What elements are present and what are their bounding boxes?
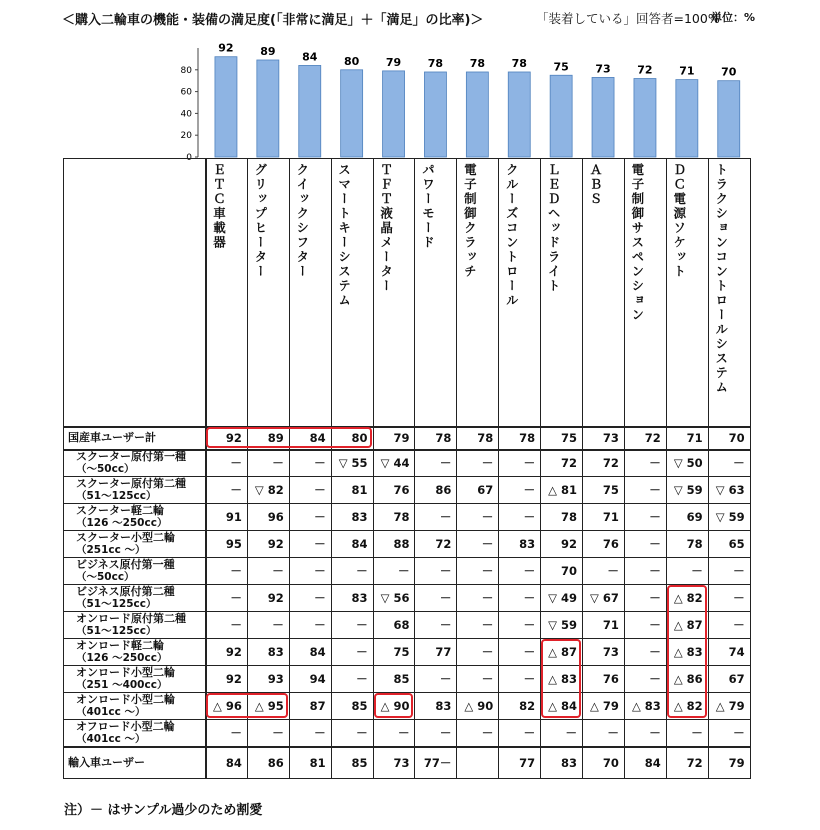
table-cell: ▽ 49 <box>541 585 583 612</box>
table-row <box>64 558 751 585</box>
table-cell: 78 <box>541 504 583 531</box>
table-cell: － <box>708 450 750 477</box>
y-tick-label: 60 <box>180 87 192 98</box>
bar-chart <box>0 0 820 160</box>
table-cell: 76 <box>583 531 625 558</box>
bar-value-label: 84 <box>302 50 318 64</box>
table-cell: － <box>499 477 541 504</box>
feature-label: スマートキーシステム <box>336 163 352 308</box>
table-cell: － <box>415 585 457 612</box>
bar-value-label: 70 <box>721 65 737 79</box>
table-cell: 92 <box>247 531 289 558</box>
row-category-label: 輸入車ユーザー <box>68 755 145 769</box>
unit-label: 単位：% <box>711 11 756 24</box>
table-cell: 95 <box>206 531 248 558</box>
table-row <box>64 612 751 639</box>
bar <box>634 79 656 157</box>
bar <box>341 70 363 157</box>
table-cell: － <box>624 450 666 477</box>
table-cell: － <box>457 720 499 747</box>
table-cell: － <box>499 450 541 477</box>
feature-header-row <box>64 159 751 427</box>
table-cell: － <box>331 666 373 693</box>
table-cell: － <box>666 558 708 585</box>
bar-value-label: 79 <box>385 55 402 69</box>
table-cell: 81 <box>331 477 373 504</box>
table-cell: 79 <box>373 427 415 450</box>
table-cell: － <box>289 720 331 747</box>
row-category-label: スクーター小型二輪 <box>76 531 175 544</box>
table-cell: 78 <box>499 427 541 450</box>
table-cell: 78 <box>457 427 499 450</box>
table-cell: － <box>457 531 499 558</box>
feature-label: ＥＴＣ車載器 <box>211 163 227 250</box>
table-cell: － <box>457 504 499 531</box>
highlight-box <box>206 693 288 718</box>
table-cell: － <box>624 720 666 747</box>
table-cell: 82 <box>499 693 541 720</box>
feature-header-cell <box>415 159 457 427</box>
row-category <box>64 477 206 504</box>
table-cell: 78 <box>373 504 415 531</box>
table-row <box>64 477 751 504</box>
highlight-box <box>206 427 372 448</box>
table-cell: － <box>541 720 583 747</box>
table-cell: 83 <box>331 585 373 612</box>
feature-header-cell <box>666 159 708 427</box>
table-cell: 67 <box>457 477 499 504</box>
table-cell: － <box>247 558 289 585</box>
table-cell: － <box>624 639 666 666</box>
feature-label: ＴＦＴ液晶メーター <box>378 163 394 294</box>
bar <box>676 80 698 157</box>
table-cell: 88 <box>373 531 415 558</box>
row-category-label: 国産車ユーザー計 <box>68 431 156 444</box>
feature-label: クイックシフター <box>294 163 310 279</box>
table-cell: － <box>499 585 541 612</box>
table-cell: － <box>583 720 625 747</box>
row-category-label: ビジネス原付第二種 <box>76 585 175 598</box>
table-cell: － <box>206 585 248 612</box>
table-cell: － <box>583 558 625 585</box>
row-category <box>64 450 206 477</box>
table-cell: △ 79 <box>708 693 750 720</box>
table-cell: 93 <box>247 666 289 693</box>
table-cell: － <box>457 666 499 693</box>
feature-header-cell <box>499 159 541 427</box>
table-cell: △ 83 <box>541 666 583 693</box>
bar-value-label: 75 <box>553 60 569 74</box>
table-cell: △ 87 <box>666 612 708 639</box>
feature-label: パワーモード <box>420 163 436 250</box>
table-cell: △ 81 <box>541 477 583 504</box>
table-cell: － <box>289 477 331 504</box>
table-cell: － <box>499 558 541 585</box>
table-cell: － <box>331 612 373 639</box>
table-cell: － <box>624 558 666 585</box>
row-displacement-label: （126 ～250cc） <box>76 652 168 664</box>
row-displacement-label: （251cc ～） <box>76 544 146 556</box>
satisfaction-table <box>63 158 751 779</box>
feature-header-cell <box>708 159 750 427</box>
table-cell: － <box>457 558 499 585</box>
table-cell: ▽ 59 <box>541 612 583 639</box>
table-cell: 75 <box>373 639 415 666</box>
table-cell: 85 <box>331 693 373 720</box>
table-row <box>64 720 751 747</box>
table-cell: 84 <box>331 531 373 558</box>
bar <box>508 72 530 157</box>
table-cell: － <box>499 504 541 531</box>
table-cell: 70 <box>541 558 583 585</box>
table-cell: △ 84 <box>541 693 583 720</box>
table-cell: － <box>499 666 541 693</box>
table-cell: － <box>331 720 373 747</box>
table-cell: 76 <box>583 666 625 693</box>
table-cell: 73 <box>373 747 415 779</box>
table-cell: － <box>206 450 248 477</box>
row-displacement-label: （251 ～400cc） <box>76 679 168 691</box>
bar <box>424 72 446 157</box>
table-cell: 85 <box>373 666 415 693</box>
feature-header-cell <box>583 159 625 427</box>
table-cell: △ 82 <box>666 585 708 612</box>
table-cell <box>457 747 499 779</box>
table-cell: 78 <box>666 531 708 558</box>
table-cell: 71 <box>583 612 625 639</box>
table-cell: 77 <box>499 747 541 779</box>
y-tick-label: 0 <box>186 153 192 160</box>
feature-header-cell <box>331 159 373 427</box>
row-category <box>64 558 206 585</box>
table-cell: － <box>247 450 289 477</box>
table-cell: － <box>373 558 415 585</box>
table-cell: － <box>457 612 499 639</box>
table-cell: △ 95 <box>247 693 289 720</box>
table-cell: － <box>708 585 750 612</box>
bar <box>257 60 279 157</box>
table-cell: － <box>247 720 289 747</box>
table-cell: 75 <box>541 427 583 450</box>
feature-header-cell <box>289 159 331 427</box>
table-cell: 71 <box>583 504 625 531</box>
highlight-box <box>667 585 707 718</box>
table-cell: 77 <box>415 639 457 666</box>
table-cell: ▽ 44 <box>373 450 415 477</box>
feature-label: トラクションコントロールシステム <box>713 163 729 395</box>
bar <box>550 75 572 157</box>
table-cell: 86 <box>247 747 289 779</box>
table-cell: 71 <box>666 427 708 450</box>
table-cell: － <box>206 720 248 747</box>
table-cell: ▽ 82 <box>247 477 289 504</box>
feature-header-cell <box>457 159 499 427</box>
table-cell: － <box>331 558 373 585</box>
table-cell: 74 <box>708 639 750 666</box>
table-cell: － <box>457 639 499 666</box>
table-cell: － <box>289 612 331 639</box>
feature-header-cell <box>373 159 415 427</box>
table-cell: － <box>206 477 248 504</box>
row-category <box>64 612 206 639</box>
table-cell: 92 <box>247 585 289 612</box>
table-cell: － <box>373 720 415 747</box>
table-cell: 72 <box>624 427 666 450</box>
table-cell: 83 <box>331 504 373 531</box>
bar <box>466 72 488 157</box>
table-cell: － <box>289 450 331 477</box>
table-row <box>64 639 751 666</box>
table-cell: 91 <box>206 504 248 531</box>
table-cell: 73 <box>583 427 625 450</box>
bar-value-label: 78 <box>427 56 444 70</box>
table-cell: 84 <box>624 747 666 779</box>
table-cell: 89 <box>247 427 289 450</box>
feature-header-cell <box>247 159 289 427</box>
table-cell: ▽ 59 <box>708 504 750 531</box>
table-cell: － <box>499 720 541 747</box>
table-cell: 78 <box>415 427 457 450</box>
bar-value-label: 92 <box>218 41 234 55</box>
table-row <box>64 427 751 450</box>
table-cell: △ 79 <box>583 693 625 720</box>
table-cell: － <box>624 585 666 612</box>
table-cell: 67 <box>708 666 750 693</box>
row-displacement-label: （401cc ～） <box>76 706 146 718</box>
table-cell: － <box>624 531 666 558</box>
row-category-label: オンロード小型二輪 <box>76 693 175 706</box>
table-cell: ▽ 63 <box>708 477 750 504</box>
table-cell: － <box>331 639 373 666</box>
row-category <box>64 531 206 558</box>
bar-value-label: 89 <box>260 44 276 58</box>
table-cell: ▽ 50 <box>666 450 708 477</box>
table-cell: △ 86 <box>666 666 708 693</box>
table-cell: △ 83 <box>666 639 708 666</box>
table-cell: － <box>289 504 331 531</box>
feature-header-cell <box>624 159 666 427</box>
bar <box>299 65 321 157</box>
table-cell: 68 <box>373 612 415 639</box>
table-cell: 73 <box>583 639 625 666</box>
table-cell: 83 <box>415 693 457 720</box>
table-row <box>64 450 751 477</box>
table-cell: 86 <box>415 477 457 504</box>
table-cell: － <box>708 720 750 747</box>
row-category <box>64 693 206 720</box>
table-cell: 79 <box>708 747 750 779</box>
table-cell: 72 <box>541 450 583 477</box>
table-row <box>64 531 751 558</box>
feature-label: ＬＥＤヘッドライト <box>546 163 562 294</box>
bar-value-label: 78 <box>469 56 486 70</box>
table-cell: 77－ <box>415 747 457 779</box>
bar-value-label: 72 <box>637 63 653 77</box>
table-cell: － <box>206 612 248 639</box>
table-cell: － <box>457 585 499 612</box>
y-tick-label: 40 <box>180 109 192 120</box>
feature-label: 電子制御サスペンション <box>629 163 645 323</box>
table-cell: － <box>624 612 666 639</box>
table-cell: － <box>666 720 708 747</box>
table-cell: △ 83 <box>624 693 666 720</box>
table-cell: － <box>415 558 457 585</box>
table-cell: － <box>415 720 457 747</box>
bar-value-label: 71 <box>679 64 695 78</box>
table-cell: 80 <box>331 427 373 450</box>
table-cell: 70 <box>583 747 625 779</box>
bar-value-label: 78 <box>511 56 527 70</box>
row-category <box>64 720 206 747</box>
table-cell: － <box>415 450 457 477</box>
feature-label: グリップヒーター <box>252 163 268 279</box>
bar-value-label: 73 <box>595 62 611 76</box>
table-cell: △ 96 <box>206 693 248 720</box>
table-cell: ▽ 59 <box>666 477 708 504</box>
table-cell: 92 <box>206 639 248 666</box>
table-cell: 75 <box>583 477 625 504</box>
table-cell: － <box>415 612 457 639</box>
feature-header-cell <box>541 159 583 427</box>
bar <box>592 77 614 157</box>
table-cell: － <box>289 558 331 585</box>
table-cell: 72 <box>415 531 457 558</box>
table-cell: － <box>624 477 666 504</box>
table-cell: 92 <box>541 531 583 558</box>
y-tick-label: 80 <box>180 65 192 76</box>
table-cell: 69 <box>666 504 708 531</box>
table-cell: － <box>624 504 666 531</box>
table-cell: 96 <box>247 504 289 531</box>
table-cell: － <box>289 585 331 612</box>
table-cell: － <box>708 612 750 639</box>
table-cell: － <box>415 666 457 693</box>
row-displacement-label: （51～125cc） <box>76 598 157 610</box>
row-category-label: オンロード軽二輪 <box>76 639 164 652</box>
table-cell: 70 <box>708 427 750 450</box>
respondent-basis: 「装着している」回答者=100% <box>536 11 720 26</box>
table-cell: 84 <box>289 639 331 666</box>
feature-label: ＡＢＳ <box>588 163 604 207</box>
table-cell: ▽ 67 <box>583 585 625 612</box>
table-cell: 92 <box>206 666 248 693</box>
table-cell: － <box>624 666 666 693</box>
feature-label: 電子制御クラッチ <box>462 163 478 279</box>
bar <box>718 81 740 157</box>
table-cell: 83 <box>247 639 289 666</box>
header-blank-cell <box>64 159 206 427</box>
y-tick-label: 20 <box>180 131 192 142</box>
table-cell: 65 <box>708 531 750 558</box>
table-cell: 84 <box>289 427 331 450</box>
footnote: 注）－ はサンプル過少のため割愛 <box>64 803 263 818</box>
table-cell: － <box>499 639 541 666</box>
row-category <box>64 585 206 612</box>
row-category <box>64 747 206 779</box>
table-cell: △ 90 <box>457 693 499 720</box>
table-cell: － <box>206 558 248 585</box>
table-cell: 83 <box>541 747 583 779</box>
row-displacement-label: （51～125cc） <box>76 625 157 637</box>
table-cell: － <box>415 504 457 531</box>
table-cell: － <box>708 558 750 585</box>
row-category-label: オフロード小型二輪 <box>76 719 175 733</box>
table-cell: 76 <box>373 477 415 504</box>
table-cell: 72 <box>583 450 625 477</box>
table-row <box>64 585 751 612</box>
table-row <box>64 666 751 693</box>
highlight-box <box>374 693 414 718</box>
feature-label: ＤＣ電源ソケット <box>671 163 687 279</box>
row-category-label: スクーター原付第一種 <box>76 450 186 464</box>
row-category-label: ビジネス原付第一種 <box>76 558 175 571</box>
table-cell: 94 <box>289 666 331 693</box>
highlight-box <box>541 639 581 718</box>
bar-value-label: 80 <box>343 54 360 68</box>
table-cell: △ 90 <box>373 693 415 720</box>
table-row <box>64 504 751 531</box>
row-category <box>64 666 206 693</box>
row-displacement-label: （51～125cc） <box>76 490 157 502</box>
table-cell: 87 <box>289 693 331 720</box>
table-row <box>64 747 751 779</box>
chart-title: ＜購入二輪車の機能・装備の満足度(「非常に満足」＋「満足」の比率)＞ <box>62 13 484 28</box>
table-cell: ▽ 56 <box>373 585 415 612</box>
table-cell: － <box>499 612 541 639</box>
row-displacement-label: （～50cc） <box>76 463 135 476</box>
bar <box>383 71 405 157</box>
row-displacement-label: （401cc ～） <box>76 732 146 745</box>
table-cell: ▽ 55 <box>331 450 373 477</box>
table-cell: 81 <box>289 747 331 779</box>
row-category-label: スクーター軽二輪 <box>76 504 164 517</box>
row-category-label: スクーター原付第二種 <box>76 477 186 490</box>
table-cell: 92 <box>206 427 248 450</box>
table-cell: 85 <box>331 747 373 779</box>
table-cell: △ 82 <box>666 693 708 720</box>
row-category-label: オンロード小型二輪 <box>76 666 175 679</box>
row-displacement-label: （～50cc） <box>76 571 135 583</box>
row-displacement-label: （126 ～250cc） <box>76 517 168 529</box>
table-cell: 83 <box>499 531 541 558</box>
table-cell: － <box>247 612 289 639</box>
table-cell: － <box>289 531 331 558</box>
table-cell: － <box>457 450 499 477</box>
bar <box>215 57 237 157</box>
table-cell: 72 <box>666 747 708 779</box>
feature-label: クルーズコントロール <box>504 163 520 308</box>
table-cell: 84 <box>206 747 248 779</box>
row-category <box>64 504 206 531</box>
row-category <box>64 639 206 666</box>
table-cell: △ 87 <box>541 639 583 666</box>
feature-header-cell <box>206 159 248 427</box>
row-category <box>64 427 206 450</box>
row-category-label: オンロード原付第二種 <box>76 612 186 625</box>
